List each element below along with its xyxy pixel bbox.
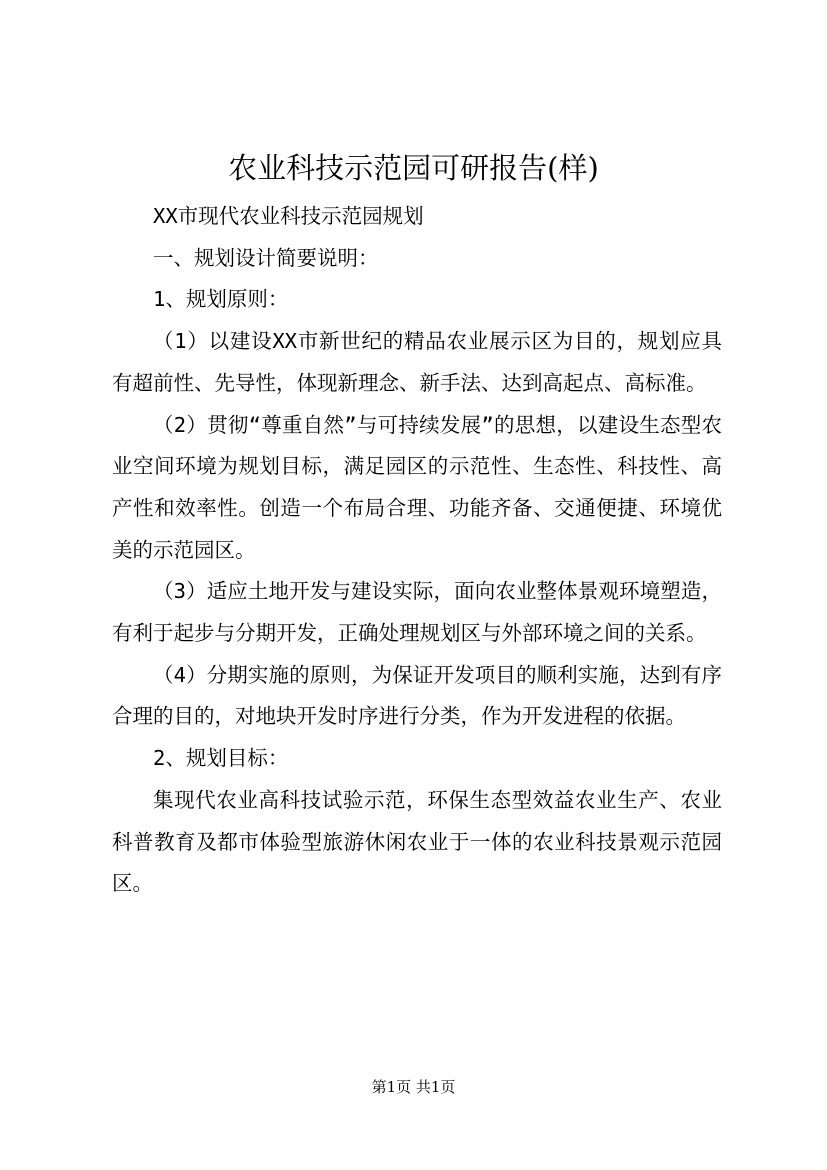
paragraph-goals-heading: 2、规划目标： bbox=[153, 746, 289, 771]
document-title: 农业科技示范园可研报告(样) bbox=[228, 151, 599, 185]
paragraph-subtitle: XX市现代农业科技示范园规划 bbox=[153, 204, 424, 228]
paragraph-principles-heading: 1、规划原则： bbox=[153, 287, 289, 312]
paragraph-principle-2: （2）贯彻“尊重自然”与可持续发展”的思想，以建设生态型农业空间环境为规划目标，满足园区的示范性、生态性、科技性、高产性和效率性。创造一个布局合理、功能齐备、交通便捷、环境优美的示范园区。 bbox=[112, 412, 722, 562]
document-body bbox=[112, 196, 722, 905]
paragraph-goals-text: 集现代农业高科技试验示范，环保生态型效益农业生产、农业科普教育及都市体验型旅游休闲农业于一体的农业科技景观示范园区。 bbox=[112, 787, 722, 896]
paragraph-principle-4: （4）分期实施的原则，为保证开发项目的顺利实施，达到有序合理的目的，对地块开发时序进行分类，作为开发进程的依据。 bbox=[112, 662, 722, 729]
page-footer: 第1页 共1页 bbox=[371, 1078, 456, 1096]
paragraph-principle-3: （3）适应土地开发与建设实际，面向农业整体景观环境塑造，有利于起步与分期开发，正确处理规划区与外部环境之间的关系。 bbox=[112, 579, 722, 646]
paragraph-section-heading: 一、规划设计简要说明： bbox=[153, 245, 379, 270]
paragraph-principle-1: （1）以建设XX市新世纪的精品农业展示区为目的，规划应具有超前性、先导性，体现新理念、新手法、达到高起点、高标准。 bbox=[112, 329, 722, 395]
